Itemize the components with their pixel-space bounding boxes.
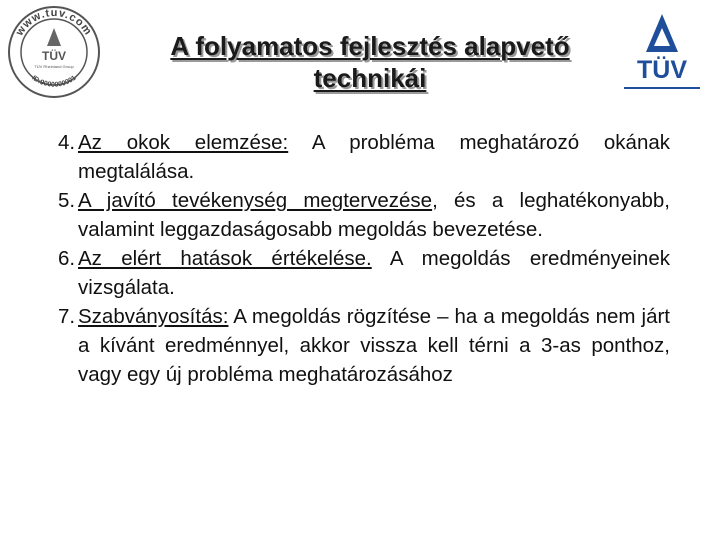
technique-list — [58, 128, 670, 389]
item-text: A megoldás rögzítése – ha a megoldás nem járt a kívánt eredménnyel, akkor vissza kell térni a 3-as ponthoz, vagy egy új probléma meghatározásához — [78, 305, 670, 386]
item-term: Az elért hatások értékelése. — [78, 247, 372, 270]
item-text: , és a leghatékonyabb, valamint leggazdaságosabb megoldás bevezetése. — [78, 189, 670, 241]
list-item — [58, 186, 670, 244]
list-item — [58, 128, 670, 186]
item-number: 5. — [58, 189, 76, 212]
item-text: A megoldás eredményeinek vizsgálata. — [78, 247, 670, 299]
seal-brand: TÜV — [42, 49, 66, 63]
tuv-brand-logo — [624, 10, 700, 92]
title-line-2: technikái — [313, 63, 427, 93]
page-title — [110, 30, 630, 94]
item-number: 6. — [58, 247, 76, 270]
list-item — [58, 302, 670, 389]
item-text: A probléma meghatározó okának megtalálása. — [78, 131, 670, 183]
seal-ring-text: www.tuv.com — [13, 6, 95, 38]
item-number: 4. — [58, 131, 76, 154]
item-term: A javító tevékenység megtervezése — [78, 189, 433, 212]
item-term: Szabványosítás: — [78, 305, 229, 328]
item-number: 7. — [58, 305, 76, 328]
tuv-seal-logo — [6, 4, 102, 100]
triangle-icon — [47, 28, 61, 46]
title-line-1: A folyamatos fejlesztés alapvető — [170, 31, 570, 61]
tuv-wordmark: TÜV — [637, 56, 687, 84]
seal-group: TÜV Rheinland Group — [34, 64, 74, 69]
svg-text:ID:9000000001 — [30, 75, 77, 89]
item-term: Az okok elemzése: — [78, 131, 289, 154]
list-item — [58, 244, 670, 302]
seal-id-text: ID:9000000001 — [30, 74, 78, 89]
